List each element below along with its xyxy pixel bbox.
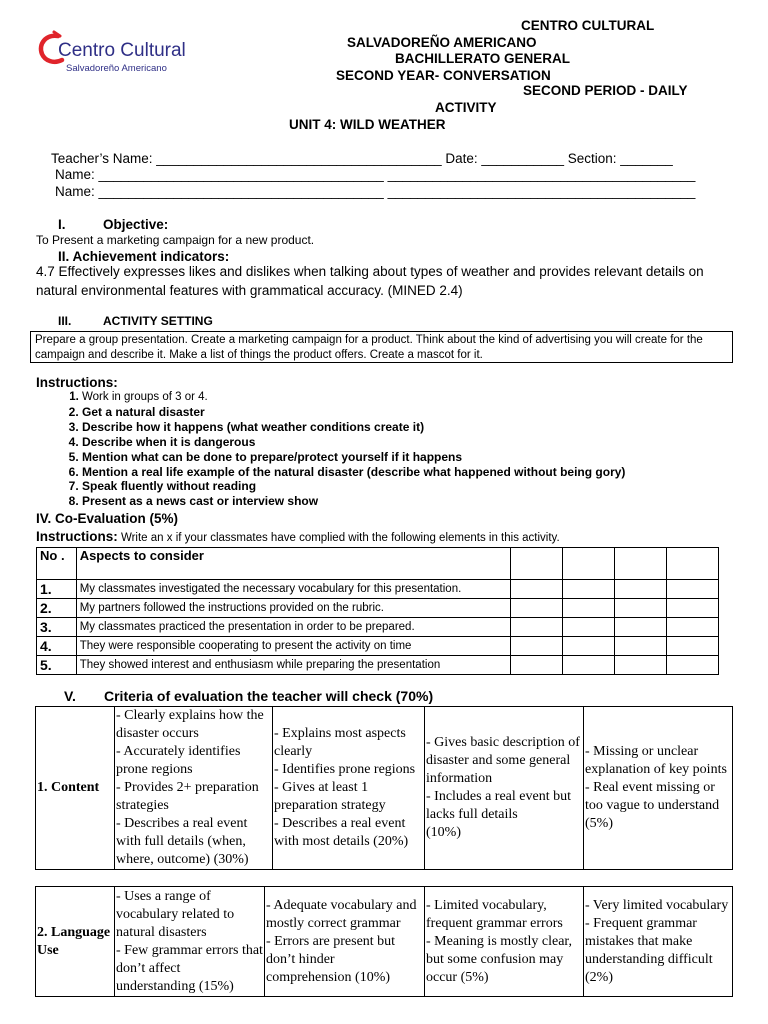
logo-brand: Centro Cultural: [58, 40, 186, 61]
objective-text: To Present a marketing campaign for a new product.: [36, 233, 315, 247]
checkbox-cell[interactable]: [615, 637, 667, 656]
content-good: - Explains most aspects clearly - Identifies prone regions - Gives at least 1 preparation strategy - Describes a real event with most details (20%): [273, 707, 425, 870]
activity-number: III.: [58, 314, 72, 328]
instructions-title: Instructions:: [36, 375, 118, 390]
checkbox-cell[interactable]: [563, 580, 615, 599]
header-line-5: SECOND PERIOD - DAILY: [523, 83, 688, 98]
content-label: 1. Content: [36, 707, 115, 870]
checkbox-cell[interactable]: [511, 599, 563, 618]
checkbox-cell[interactable]: [563, 548, 615, 580]
checkbox-cell[interactable]: [615, 580, 667, 599]
logo-subtitle: Salvadoreño Americano: [66, 63, 167, 74]
coeval-header-row: [37, 548, 719, 580]
coeval-col-no: No .: [37, 548, 77, 580]
checkbox-cell[interactable]: [667, 548, 719, 580]
checkbox-cell[interactable]: [615, 618, 667, 637]
checkbox-cell[interactable]: [615, 599, 667, 618]
checkbox-cell[interactable]: [563, 637, 615, 656]
checkbox-cell[interactable]: [563, 599, 615, 618]
content-excellent: - Clearly explains how the disaster occurs - Accurately identifies prone regions - Provides 2+ preparation strategies - Describes a real event with full details (when, where, outcome) (30%): [115, 707, 273, 870]
objective-title: Objective:: [103, 217, 169, 232]
objective-number: I.: [58, 217, 66, 232]
activity-setting-text: Prepare a group presentation. Create a marketing campaign for a product. Think about the kind of advertising you will create for the campaign and describe it. Make a list of things the product offers. Create a mascot for it.: [35, 334, 703, 361]
coeval-row: 4. They were responsible cooperating to present the activity on time: [37, 637, 719, 656]
language-good: - Adequate vocabulary and mostly correct grammar - Errors are present but don’t hinder comprehension (10%): [265, 887, 425, 997]
criteria-content-row: [36, 707, 733, 870]
instruction-item: 7. Speak fluently without reading: [82, 479, 625, 494]
criteria-number: V.: [64, 688, 76, 704]
criteria-language-row: [36, 887, 733, 997]
content-fair: - Gives basic description of disaster and some general information - Includes a real event but lacks full details (10%): [425, 707, 584, 870]
instruction-item: 1. Work in groups of 3 or 4.: [82, 390, 625, 405]
header-line-6: ACTIVITY: [435, 100, 497, 115]
checkbox-cell[interactable]: [667, 599, 719, 618]
criteria-language-table: [35, 886, 733, 997]
instruction-item: 3. Describe how it happens (what weather conditions create it): [82, 420, 625, 435]
checkbox-cell[interactable]: [511, 548, 563, 580]
criteria-content-table: [35, 706, 733, 870]
checkbox-cell[interactable]: [511, 580, 563, 599]
instruction-item: 6. Mention a real life example of the natural disaster (describe what happened without being gory): [82, 465, 625, 480]
checkbox-cell[interactable]: [615, 548, 667, 580]
coeval-instructions: Instructions: Write an x if your classmates have complied with the following elements in this activity.: [36, 529, 560, 544]
language-fair: - Limited vocabulary, frequent grammar errors - Meaning is mostly clear, but some confusion may occur (5%): [425, 887, 584, 997]
header-line-3: BACHILLERATO GENERAL: [395, 51, 570, 66]
language-label: 2. Language Use: [36, 887, 115, 997]
language-poor: - Very limited vocabulary - Frequent grammar mistakes that make understanding difficult (2%): [584, 887, 733, 997]
coeval-row: 3. My classmates practiced the presentation in order to be prepared.: [37, 618, 719, 637]
content-poor: - Missing or unclear explanation of key points - Real event missing or too vague to understand (5%): [584, 707, 733, 870]
achievement-line-1: 4.7 Effectively expresses likes and dislikes when talking about types of weather and provides relevant details on: [36, 264, 704, 279]
instruction-item: 4. Describe when it is dangerous: [82, 435, 625, 450]
student-name-field-2[interactable]: Name: ______________________________________ _________________________________________: [55, 184, 696, 199]
checkbox-cell[interactable]: [563, 656, 615, 675]
checkbox-cell[interactable]: [511, 637, 563, 656]
coeval-table: [36, 547, 719, 675]
instructions-list: [56, 390, 625, 509]
instruction-item: 5. Mention what can be done to prepare/protect yourself if it happens: [82, 450, 625, 465]
checkbox-cell[interactable]: [667, 637, 719, 656]
coeval-title: IV. Co-Evaluation (5%): [36, 511, 179, 526]
checkbox-cell[interactable]: [511, 656, 563, 675]
language-excellent: - Uses a range of vocabulary related to natural disasters - Few grammar errors that don’t affect understanding (15%): [115, 887, 265, 997]
checkbox-cell[interactable]: [667, 656, 719, 675]
checkbox-cell[interactable]: [511, 618, 563, 637]
activity-setting-box: [30, 331, 733, 363]
coeval-row: 2. My partners followed the instructions provided on the rubric.: [37, 599, 719, 618]
instruction-item: 2. Get a natural disaster: [82, 405, 625, 420]
checkbox-cell[interactable]: [615, 656, 667, 675]
header-line-4: SECOND YEAR- CONVERSATION: [336, 68, 551, 83]
unit-title: UNIT 4: WILD WEATHER: [289, 117, 446, 132]
achievement-title: II. Achievement indicators:: [58, 249, 230, 264]
checkbox-cell[interactable]: [667, 580, 719, 599]
header-line-1: CENTRO CULTURAL: [521, 18, 655, 33]
coeval-row: 5. They showed interest and enthusiasm while preparing the presentation: [37, 656, 719, 675]
header-line-2: SALVADOREÑO AMERICANO: [347, 35, 537, 50]
teacher-name-field[interactable]: Teacher’s Name: ______________________________________ Date: ___________ Section: _______: [51, 151, 673, 166]
coeval-col-aspects: Aspects to consider: [76, 548, 511, 580]
checkbox-cell[interactable]: [563, 618, 615, 637]
checkbox-cell[interactable]: [667, 618, 719, 637]
coeval-row: 1. My classmates investigated the necessary vocabulary for this presentation.: [37, 580, 719, 599]
student-name-field-1[interactable]: Name: ______________________________________ _________________________________________: [55, 167, 696, 182]
achievement-line-2: natural environmental features with grammatical accuracy. (MINED 2.4): [36, 283, 463, 298]
criteria-title: Criteria of evaluation the teacher will check (70%): [104, 688, 434, 704]
instruction-item: 8. Present as a news cast or interview show: [82, 494, 625, 509]
activity-title: ACTIVITY SETTING: [103, 314, 213, 328]
